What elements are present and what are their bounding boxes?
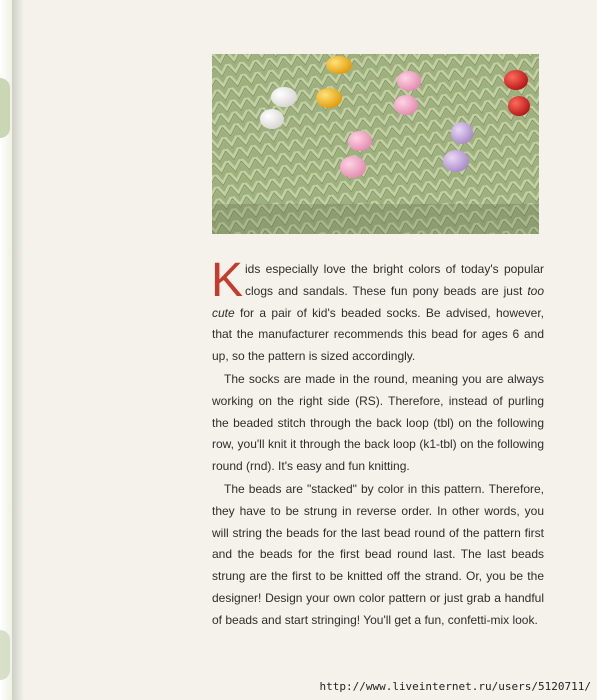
pink-bead [397, 71, 421, 91]
intro-text-b: for a pair of kid's beaded socks. Be advised, however, that the manufacturer recommends this bead for ages 6 and up, so the pattern is sized accordingly. [212, 305, 544, 364]
paragraph-intro [211, 254, 544, 368]
yellow-bead [326, 56, 352, 74]
lavender-bead [443, 150, 469, 172]
page-gutter-shadow [12, 0, 24, 700]
pink-bead [340, 156, 366, 178]
intro-text-a: ids especially love the bright colors of today's popular clogs and sandals. These fun pony beads are just [245, 262, 544, 298]
drop-cap: K [211, 254, 244, 307]
white-bead [260, 109, 284, 129]
intro-emphasis: too cute [212, 283, 544, 320]
adjacent-page-yarn-photo [0, 630, 10, 680]
beaded-knit-photo [212, 54, 539, 234]
lavender-bead [451, 122, 473, 144]
article-body [211, 254, 544, 633]
pink-bead [348, 131, 372, 151]
red-bead [508, 96, 530, 116]
red-bead [504, 70, 528, 90]
pink-bead [394, 95, 418, 115]
paragraph-stacked-beads: The beads are "stacked" by color in this pattern. Therefore, they have to be strung in reverse order. In other words, you will string the beads for the last bead round of the pattern first and the beads for the first bead round last. The last beads strung are the first to be knitted off the strand. Or, you be the designer! Design your own color pattern or just grab a handful of beads and start stringing! You'll get a fun, confetti-mix look. [212, 481, 544, 627]
yellow-bead [316, 88, 342, 108]
white-bead [271, 87, 297, 107]
adjacent-page-yarn-photo [0, 78, 10, 138]
paragraph-round-knitting: The socks are made in the round, meaning you are always working on the right side (RS). Therefore, instead of purling the beaded stitch through the back loop (tbl) on the following row, you'll knit it through the back loop (k1-tbl) on the following round (rnd). It's easy and fun knitting. [212, 371, 544, 474]
source-url: http://www.liveinternet.ru/users/5120711/ [319, 680, 591, 693]
